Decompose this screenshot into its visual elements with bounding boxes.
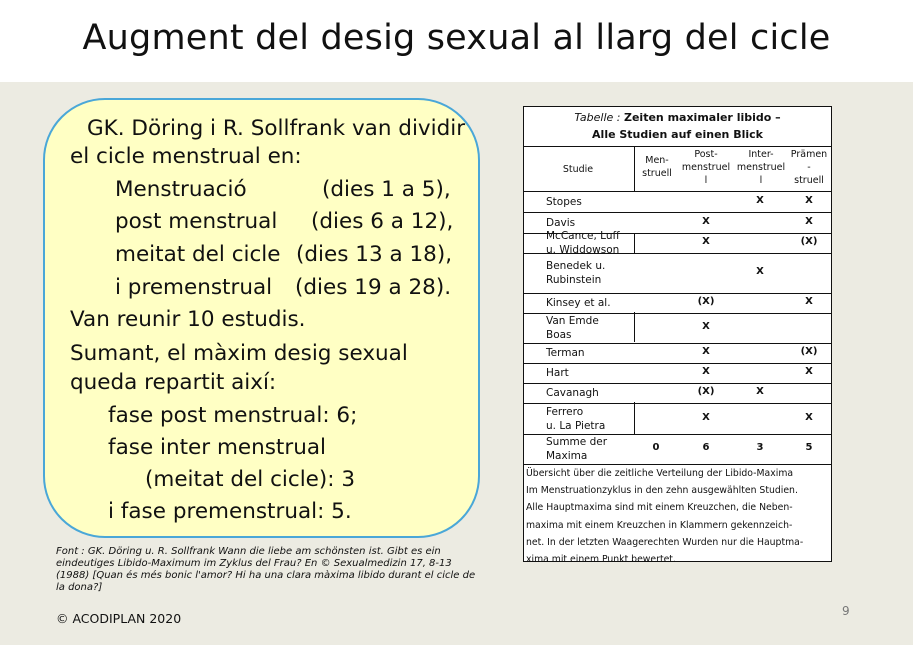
header-text: menstruel <box>736 162 786 173</box>
result-line-4: i fase premenstrual: 5. <box>108 499 352 524</box>
intro-line-2: el cicle menstrual en: <box>70 144 302 169</box>
table-mark: X <box>702 346 710 357</box>
phase-days: (dies 1 a 5), <box>322 177 451 202</box>
table-footnote <box>526 465 830 568</box>
study-name-line: Van Emde <box>546 315 599 327</box>
row-divider <box>634 233 635 253</box>
header-text: menstruel <box>681 162 731 173</box>
row-rule <box>524 212 831 213</box>
header-praemenstruell <box>784 148 834 187</box>
header-text: struell <box>794 175 824 186</box>
table-mark: X <box>756 195 764 206</box>
study-name <box>546 216 575 230</box>
study-name <box>546 195 582 209</box>
study-table <box>523 106 832 566</box>
header-divider <box>634 147 635 191</box>
study-name <box>546 405 605 433</box>
table-mark: X <box>702 215 710 227</box>
phase-days: (dies 13 a 18), <box>296 242 453 267</box>
table-mark: X <box>702 236 710 247</box>
study-name <box>546 435 607 463</box>
table-caption <box>524 109 831 143</box>
study-name-line: McCance, Luff <box>546 230 620 242</box>
study-name <box>546 296 611 310</box>
header-study: Studie <box>562 164 594 175</box>
table-mark: X <box>756 266 764 277</box>
header-text: Inter- <box>748 149 774 160</box>
header-text: l <box>704 175 708 186</box>
study-name-line: Kinsey et al. <box>546 297 611 309</box>
header-text: Men- <box>645 155 669 166</box>
footnote-line: xima mit einem Punkt bewertet. <box>526 554 676 566</box>
study-name <box>546 366 569 380</box>
footnote-line: net. In der letzten Waagerechten Wurden nur die Hauptma- <box>526 536 804 548</box>
row-divider <box>634 402 635 434</box>
summary-callout <box>43 98 480 538</box>
phase-name: Menstruació <box>115 177 247 202</box>
study-name <box>546 314 599 342</box>
study-name-line: Summe der <box>546 436 608 448</box>
phase-name: i premenstrual <box>115 275 273 300</box>
intro-line-1: GK. Döring i R. Sollfrank van dividir <box>87 116 466 141</box>
table-mark: X <box>805 195 813 206</box>
copyright-notice: © ACODIPLAN 2020 <box>56 611 182 626</box>
caption-title-1: Zeiten maximaler libido – <box>623 111 781 124</box>
study-name-line: Ferrero <box>546 405 584 418</box>
footnote-line: Im Menstruationzyklus in den zehn ausgewählten Studien. <box>526 485 798 497</box>
table-mark: 0 <box>652 442 660 453</box>
study-name-line: Stopes <box>546 196 582 208</box>
caption-title-2: Alle Studien auf einen Blick <box>592 128 763 141</box>
row-rule <box>524 293 831 294</box>
table-rule <box>524 146 831 147</box>
result-line-1: fase post menstrual: 6; <box>108 403 358 428</box>
study-name-line: Benedek u. <box>546 260 606 272</box>
footnote-line: Alle Hauptmaxima sind mit einem Kreuzchen, die Neben- <box>526 502 793 514</box>
row-rule <box>524 343 831 344</box>
header-text: - <box>807 162 811 173</box>
phase-days: (dies 6 a 12), <box>311 209 454 234</box>
table-mark: (X) <box>800 236 818 247</box>
phase-name: post menstrual <box>115 209 278 234</box>
table-mark: (X) <box>697 386 715 397</box>
study-name <box>546 346 585 360</box>
table-mark: X <box>805 366 813 377</box>
study-name-line: Maxima <box>546 450 588 462</box>
row-divider <box>634 312 635 342</box>
row-rule <box>524 363 831 364</box>
study-name <box>546 386 599 400</box>
study-name-line: Boas <box>546 329 572 341</box>
row-rule <box>524 253 831 254</box>
phase-days: (dies 19 a 28). <box>295 275 452 300</box>
table-mark: X <box>805 296 813 307</box>
table-mark: 3 <box>756 442 764 453</box>
summary-line-1: Sumant, el màxim desig sexual <box>70 341 408 366</box>
header-postmenstruell <box>676 148 736 187</box>
table-rule <box>524 191 831 192</box>
result-line-2: fase inter menstrual <box>108 435 326 460</box>
study-name-line: u. La Pietra <box>546 419 606 432</box>
table-mark: X <box>702 366 710 377</box>
header-text: Prämen <box>790 149 828 160</box>
table-mark: X <box>805 215 813 227</box>
study-name-line: Terman <box>546 347 585 359</box>
table-mark: 5 <box>805 442 813 453</box>
table-mark: 6 <box>702 442 710 453</box>
studies-line: Van reunir 10 estudis. <box>70 307 306 332</box>
study-name-line: Hart <box>546 367 569 379</box>
table-mark: (X) <box>800 346 818 357</box>
row-rule <box>524 383 831 384</box>
header-menstruell <box>636 154 678 180</box>
study-name <box>546 259 605 287</box>
study-name-line: Cavanagh <box>546 387 599 399</box>
header-text: Post- <box>694 149 718 160</box>
header-text: struell <box>642 168 672 179</box>
page-number: 9 <box>842 604 850 618</box>
source-citation: Font : GK. Döring u. R. Sollfrank Wann die liebe am schönsten ist. Gibt es ein eindeutiges Libido-Maximum im Zyklus del Frau? En © Sexualmedizin 17, 8-13 (1988) [Quan és més bonic l'amor? Hi ha una clara màxima libido durant el cicle de la dona?] <box>56 546 476 593</box>
footnote-line: Übersicht über die zeitliche Verteilung der Libido-Maxima <box>526 468 794 479</box>
table-mark: X <box>756 386 764 397</box>
header-text: l <box>759 175 763 186</box>
title-band <box>0 0 913 82</box>
study-name-line: Davis <box>546 216 576 229</box>
slide-title: Augment del desig sexual al llarg del cicle <box>82 18 831 58</box>
summary-line-2: queda repartit així: <box>70 370 277 395</box>
result-line-3: (meitat del cicle): 3 <box>145 467 356 492</box>
header-intermenstruell <box>731 148 791 187</box>
table-mark: X <box>702 321 710 332</box>
table-mark: X <box>702 411 710 423</box>
table-mark: (X) <box>697 296 715 307</box>
study-name-line: Rubinstein <box>546 274 602 286</box>
study-name-line: u. Widdowson <box>546 244 620 256</box>
caption-prefix: Tabelle : <box>574 111 621 124</box>
phase-name: meitat del cicle <box>115 242 281 267</box>
footnote-line: maxima mit einem Kreuzchen in Klammern gekennzeich- <box>526 519 793 531</box>
table-mark: X <box>805 411 813 423</box>
